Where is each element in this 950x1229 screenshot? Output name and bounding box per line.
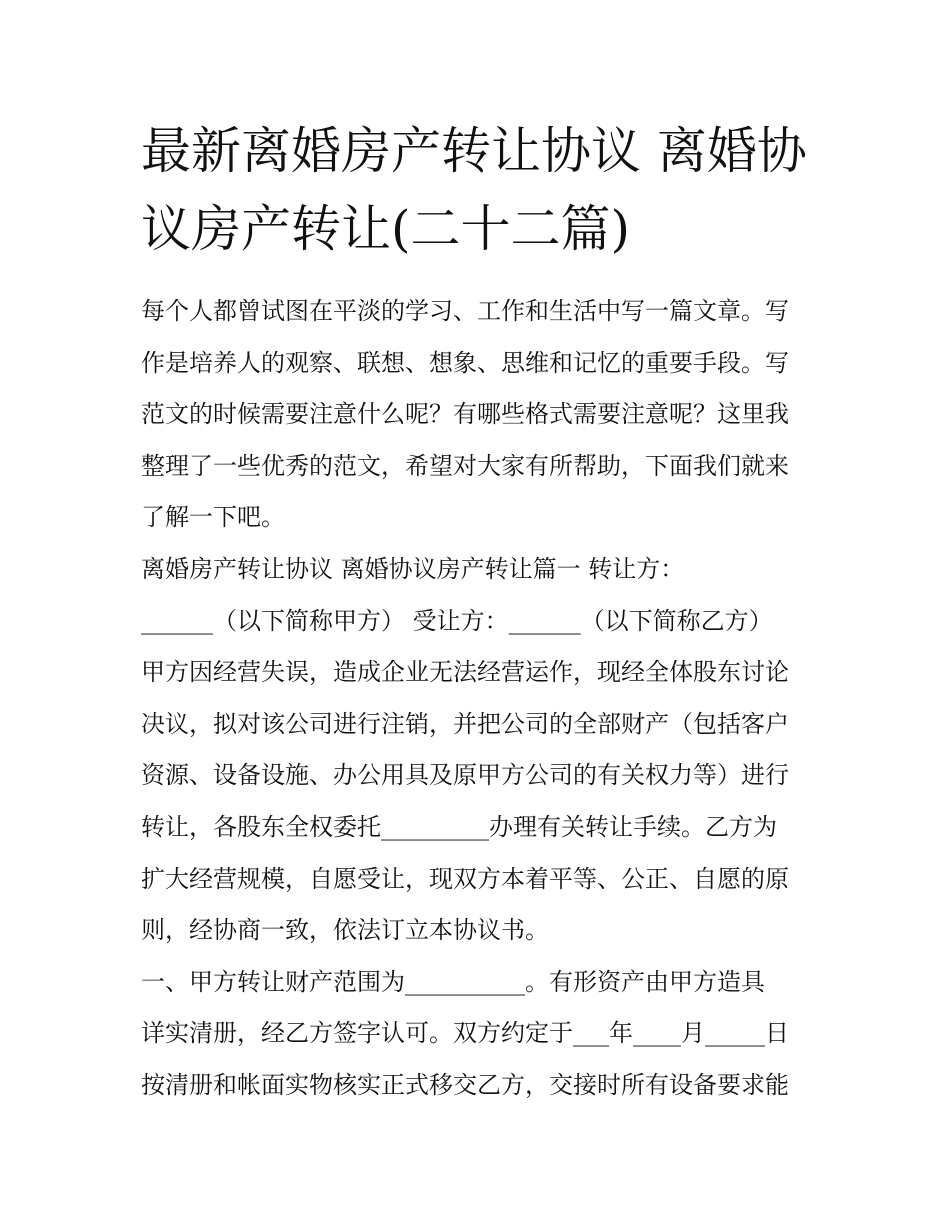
body-line: 则，经协商一致，依法订立本协议书。	[141, 916, 549, 945]
body-line: 一、甲方转让财产范围为__________。有形资产由甲方造具	[141, 967, 765, 996]
body-line: 转让，各股东全权委托_________办理有关转让手续。乙方为	[141, 812, 777, 841]
body-line: 按清册和帐面实物核实正式移交乙方，交接时所有设备要求能	[141, 1070, 789, 1099]
title-line-1: 最新离婚房产转让协议 离婚协	[141, 122, 807, 180]
document-page	[141, 112, 813, 1112]
body-line: 了解一下吧。	[141, 503, 285, 532]
body-line: 扩大经营规模，自愿受让，现双方本着平等、公正、自愿的原	[141, 864, 789, 893]
body-line: 范文的时候需要注意什么呢？有哪些格式需要注意呢？这里我	[141, 400, 789, 429]
body-line: ______（以下简称甲方） 受让方：______（以下简称乙方）	[141, 606, 773, 635]
body-line: 每个人都曾试图在平淡的学习、工作和生活中写一篇文章。写	[141, 297, 789, 325]
body-line: 甲方因经营失误，造成企业无法经营运作，现经全体股东讨论	[141, 658, 789, 687]
body-line: 作是培养人的观察、联想、想象、思维和记忆的重要手段。写	[141, 348, 789, 377]
title-line-2: 议房产转让(二十二篇)	[141, 200, 631, 258]
body-line: 详实清册，经乙方签字认可。双方约定于___年____月_____日	[141, 1019, 789, 1048]
body-line: 整理了一些优秀的范文，希望对大家有所帮助，下面我们就来	[141, 451, 789, 480]
document-body	[141, 286, 813, 1112]
document-title	[141, 112, 813, 268]
body-line: 决议，拟对该公司进行注销，并把公司的全部财产（包括客户	[141, 709, 789, 738]
body-line: 资源、设备设施、办公用具及原甲方公司的有关权力等）进行	[141, 761, 789, 790]
section-heading-line: 离婚房产转让协议 离婚协议房产转让篇一 转让方：	[141, 554, 685, 583]
